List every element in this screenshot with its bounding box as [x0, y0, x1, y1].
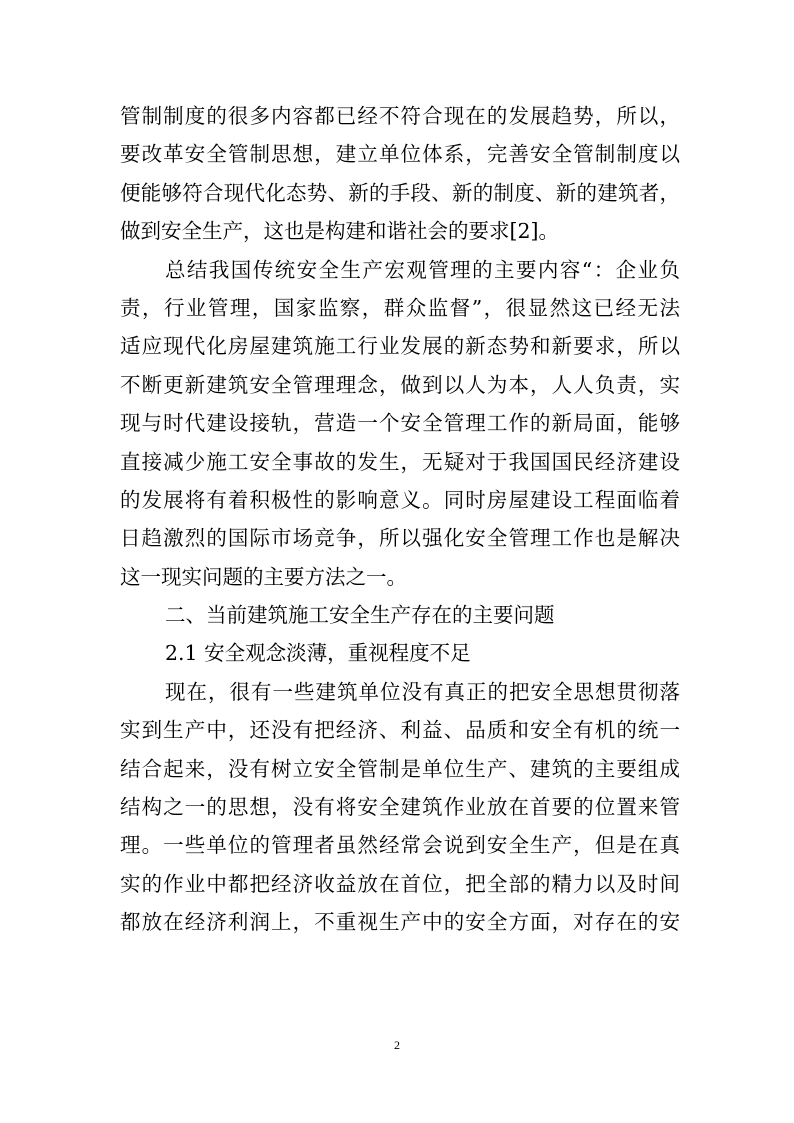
text-line: 责，行业管理，国家监察，群众监督”，很显然这已经无法 [120, 295, 680, 320]
text-line: 结构之一的思想，没有将安全建筑作业放在首要的位置来管 [120, 795, 680, 820]
text-line: 这一现实问题的主要方法之一。 [120, 564, 407, 589]
text-line: 实的作业中都把经济收益放在首位，把全部的精力以及时间 [120, 871, 680, 896]
body-text [120, 97, 680, 942]
page-number: 2 [394, 1038, 400, 1052]
text-line: 理。一些单位的管理者虽然经常会说到安全生产，但是在真 [120, 833, 680, 858]
subsection-heading: 2.1 安全观念淡薄，重视程度不足 [165, 641, 471, 666]
text-line: 现与时代建设接轨，营造一个安全管理工作的新局面，能够 [120, 411, 680, 436]
text-line: 日趋激烈的国际市场竞争，所以强化安全管理工作也是解决 [120, 526, 680, 551]
text-line: 都放在经济利润上，不重视生产中的安全方面，对存在的安 [120, 910, 680, 935]
text-line: 结合起来，没有树立安全管制是单位生产、建筑的主要组成 [120, 756, 680, 781]
text-line: 管制制度的很多内容都已经不符合现在的发展趋势，所以， [120, 104, 680, 128]
text-line: 适应现代化房屋建筑施工行业发展的新态势和新要求，所以 [120, 334, 680, 359]
text-line: 现在，很有一些建筑单位没有真正的把安全思想贯彻落 [165, 679, 680, 704]
text-line: 的发展将有着积极性的影响意义。同时房屋建设工程面临着 [120, 487, 680, 512]
text-line: 要改革安全管制思想，建立单位体系，完善安全管制制度以 [120, 142, 680, 167]
text-line: 实到生产中，还没有把经济、利益、品质和安全有机的统一 [120, 718, 680, 743]
text-line: 便能够符合现代化态势、新的手段、新的制度、新的建筑者， [120, 180, 680, 205]
text-line: 不断更新建筑安全管理理念，做到以人为本，人人负责，实 [120, 372, 680, 397]
text-line: 做到安全生产，这也是构建和谐社会的要求[2]。 [120, 219, 560, 244]
text-line: 总结我国传统安全生产宏观管理的主要内容“：企业负 [165, 257, 680, 282]
text-line: 直接减少施工安全事故的发生，无疑对于我国国民经济建设 [120, 449, 680, 474]
section-heading: 二、当前建筑施工安全生产存在的主要问题 [165, 603, 555, 628]
